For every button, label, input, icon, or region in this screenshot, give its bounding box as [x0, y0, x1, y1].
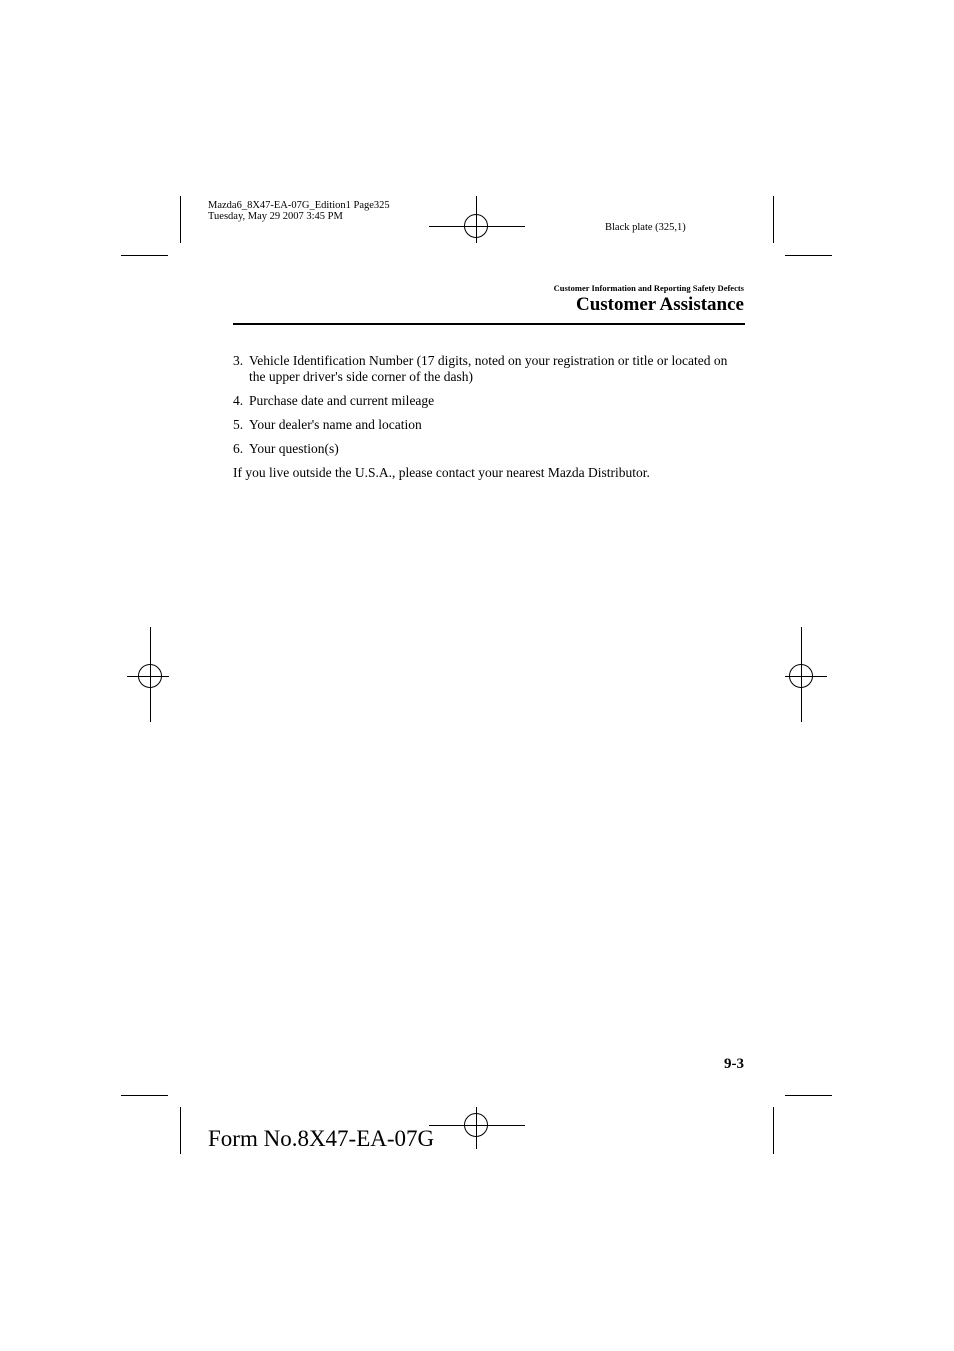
list-item-text: Vehicle Identification Number (17 digits, noted on your registration or title or located on the upper driver's side corner of the dash): [249, 353, 728, 384]
section-title: Customer Assistance: [575, 294, 744, 315]
running-head: Customer Information and Reporting Safety Defects: [553, 283, 744, 293]
list-item-number: 5.: [233, 417, 244, 432]
list-item: [233, 417, 745, 433]
header-rule: [233, 323, 745, 325]
registration-mark-top-circle: [464, 214, 488, 238]
crop-mark-top-right-horizontal: [785, 255, 832, 256]
crop-mark-bottom-right-horizontal: [785, 1095, 832, 1096]
crop-mark-top-left-horizontal: [121, 255, 168, 256]
body-paragraph: If you live outside the U.S.A., please contact your nearest Mazda Distributor.: [233, 465, 650, 480]
crop-mark-top-right-vertical: [773, 196, 774, 243]
form-number: Form No.8X47-EA-07G: [208, 1126, 435, 1151]
slug-plate: Black plate (325,1): [605, 222, 686, 233]
registration-mark-right-circle: [789, 664, 813, 688]
slug-line-1: Mazda6_8X47-EA-07G_Edition1 Page325: [208, 200, 390, 211]
slug-file-info: [208, 200, 390, 222]
list-item-text: Your question(s): [249, 441, 339, 456]
list-item: [233, 393, 745, 409]
crop-mark-bottom-left-horizontal: [121, 1095, 168, 1096]
list-item-text: Your dealer's name and location: [249, 417, 422, 432]
list-item-text: Purchase date and current mileage: [249, 393, 435, 408]
list-item-number: 3.: [233, 353, 244, 368]
list-item: [233, 441, 745, 457]
registration-mark-left-circle: [138, 664, 162, 688]
list-item: [233, 353, 745, 385]
crop-mark-bottom-right-vertical: [773, 1107, 774, 1154]
slug-line-2: Tuesday, May 29 2007 3:45 PM: [208, 211, 343, 222]
body-content: [233, 353, 745, 495]
list-item-number: 4.: [233, 393, 244, 408]
crop-mark-top-left-vertical: [180, 196, 181, 243]
crop-mark-bottom-left-vertical: [180, 1107, 181, 1154]
list-item-number: 6.: [233, 441, 244, 456]
page-number: 9-3: [724, 1056, 744, 1072]
registration-mark-bottom-circle: [464, 1113, 488, 1137]
